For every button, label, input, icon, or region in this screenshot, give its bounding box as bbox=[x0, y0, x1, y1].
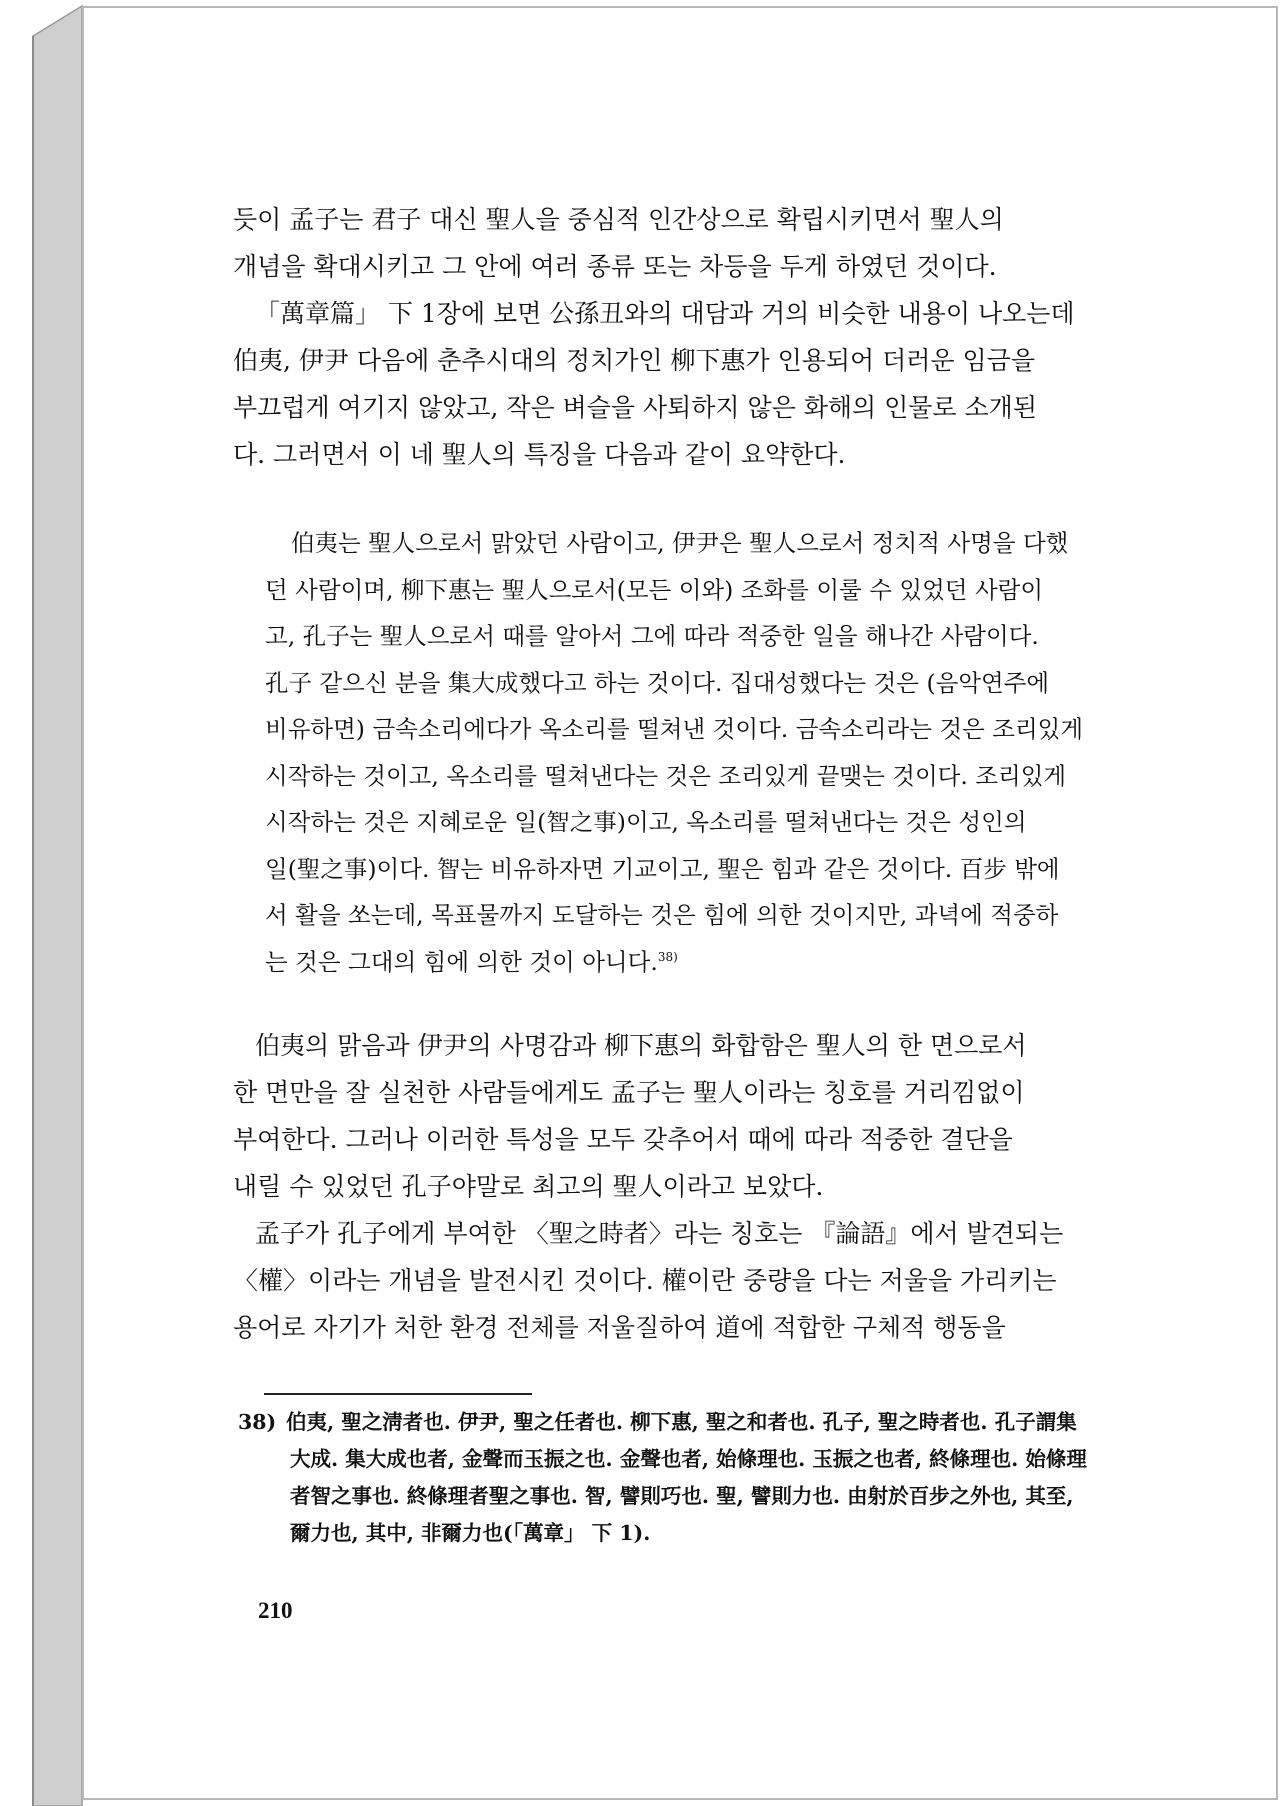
paragraph-1: 듯이 孟子는 君子 대신 聖人을 중심적 인간상으로 확립시키면서 聖人의 개념을 확대시키고 그 안에 여러 종류 또는 차등을 두게 하였던 것이다. bbox=[233, 205, 1004, 281]
quote-body: 伯夷는 聖人으로서 맑았던 사람이고, 伊尹은 聖人으로서 정치적 사명을 다했 던 사람이며, 柳下惠는 聖人으로서(모든 이와) 조화를 이룰 수 있었던 사람이 고, 孔子는 聖人으로서 때를 알아서 그에 따라 적중한 일을 해나간 사람이다. 孔子 같으신 분을 集大成했다고 하는 것이다. 집대성했다는 것은 (음악연주에 비유하면) 금속소리에다가 옥소리를 떨쳐낸 것이다. 금속소리라는 것은 조리있게 시작하는 것이고, 옥소리를 떨쳐낸다는 것은 조리있게 끝맺는 것이다. 조리있게 시작하는 것은 지혜로운 일(智之事)이고, 옥소리를 떨쳐낸다는 것은 성인의 일(聖之事)이다. 智는 비유하자면 기교이고, 聖은 힘과 같은 것이다. 百步 밖에 서 활을 쏘는데, 목표물까지 도달하는 것은 힘에 의한 것이지만, 과녁에 적중하 는 것은 그대의 힘에 의한 것이 아니다. bbox=[265, 529, 1084, 976]
footnote-divider bbox=[264, 1393, 532, 1395]
footnote bbox=[238, 1404, 1148, 1552]
main-text-continued bbox=[233, 1022, 1145, 1351]
footnote-body bbox=[238, 1404, 1148, 1552]
quote-text bbox=[265, 520, 1145, 985]
paragraph-3: 伯夷의 맑음과 伊尹의 사명감과 柳下惠의 화합함은 聖人의 한 면으로서 한 면만을 잘 실천한 사람들에게도 孟子는 聖人이라는 칭호를 거리낌없이 부여한다. 그러나 이러한 특성을 모두 갖추어서 때에 따라 적중한 결단을 내릴 수 있었던 孔子야말로 최고의 聖人이라고 보았다. bbox=[233, 1031, 1027, 1201]
footnote-reference[interactable]: 38) bbox=[657, 949, 678, 964]
paragraph-2: 「萬章篇」 下 1장에 보면 公孫丑와의 대담과 거의 비슷한 내용이 나오는데 伯夷, 伊尹 다음에 춘추시대의 정치가인 柳下惠가 인용되어 더러운 임금을 부끄럽게 여기지 않았고, 작은 벼슬을 사퇴하지 않은 화해의 인물로 소개된 다. 그러면서 이 네 聖人의 특징을 다음과 같이 요약한다. bbox=[233, 299, 1075, 469]
footnote-text: 伯夷, 聖之淸者也. 伊尹, 聖之任者也. 柳下惠, 聖之和者也. 孔子, 聖之時者也. 孔子謂集 大成. 集大成也者, 金聲而玉振之也. 金聲也者, 始條理也. 玉振之也者, 終條理也. 始條理 者智之事也. 終條理者聖之事也. 智, 譬則巧也. 聖, 譬則力也. 由射於百步之外也, 其至, 爾力也, 其中, 非爾力也(「萬章」 下 1). bbox=[286, 1410, 1087, 1545]
block-quote bbox=[265, 520, 1145, 985]
paragraph-4: 孟子가 孔子에게 부여한 〈聖之時者〉라는 칭호는 『論語』에서 발견되는 〈權〉이라는 개념을 발전시킨 것이다. 權이란 중량을 다는 저울을 가리키는 용어로 자기가 처한 환경 전체를 저울질하여 道에 적합한 구체적 행동을 bbox=[233, 1219, 1064, 1342]
main-text bbox=[233, 196, 1145, 478]
footnote-number: 38) bbox=[238, 1410, 277, 1434]
page-number: 210 bbox=[258, 1598, 293, 1623]
